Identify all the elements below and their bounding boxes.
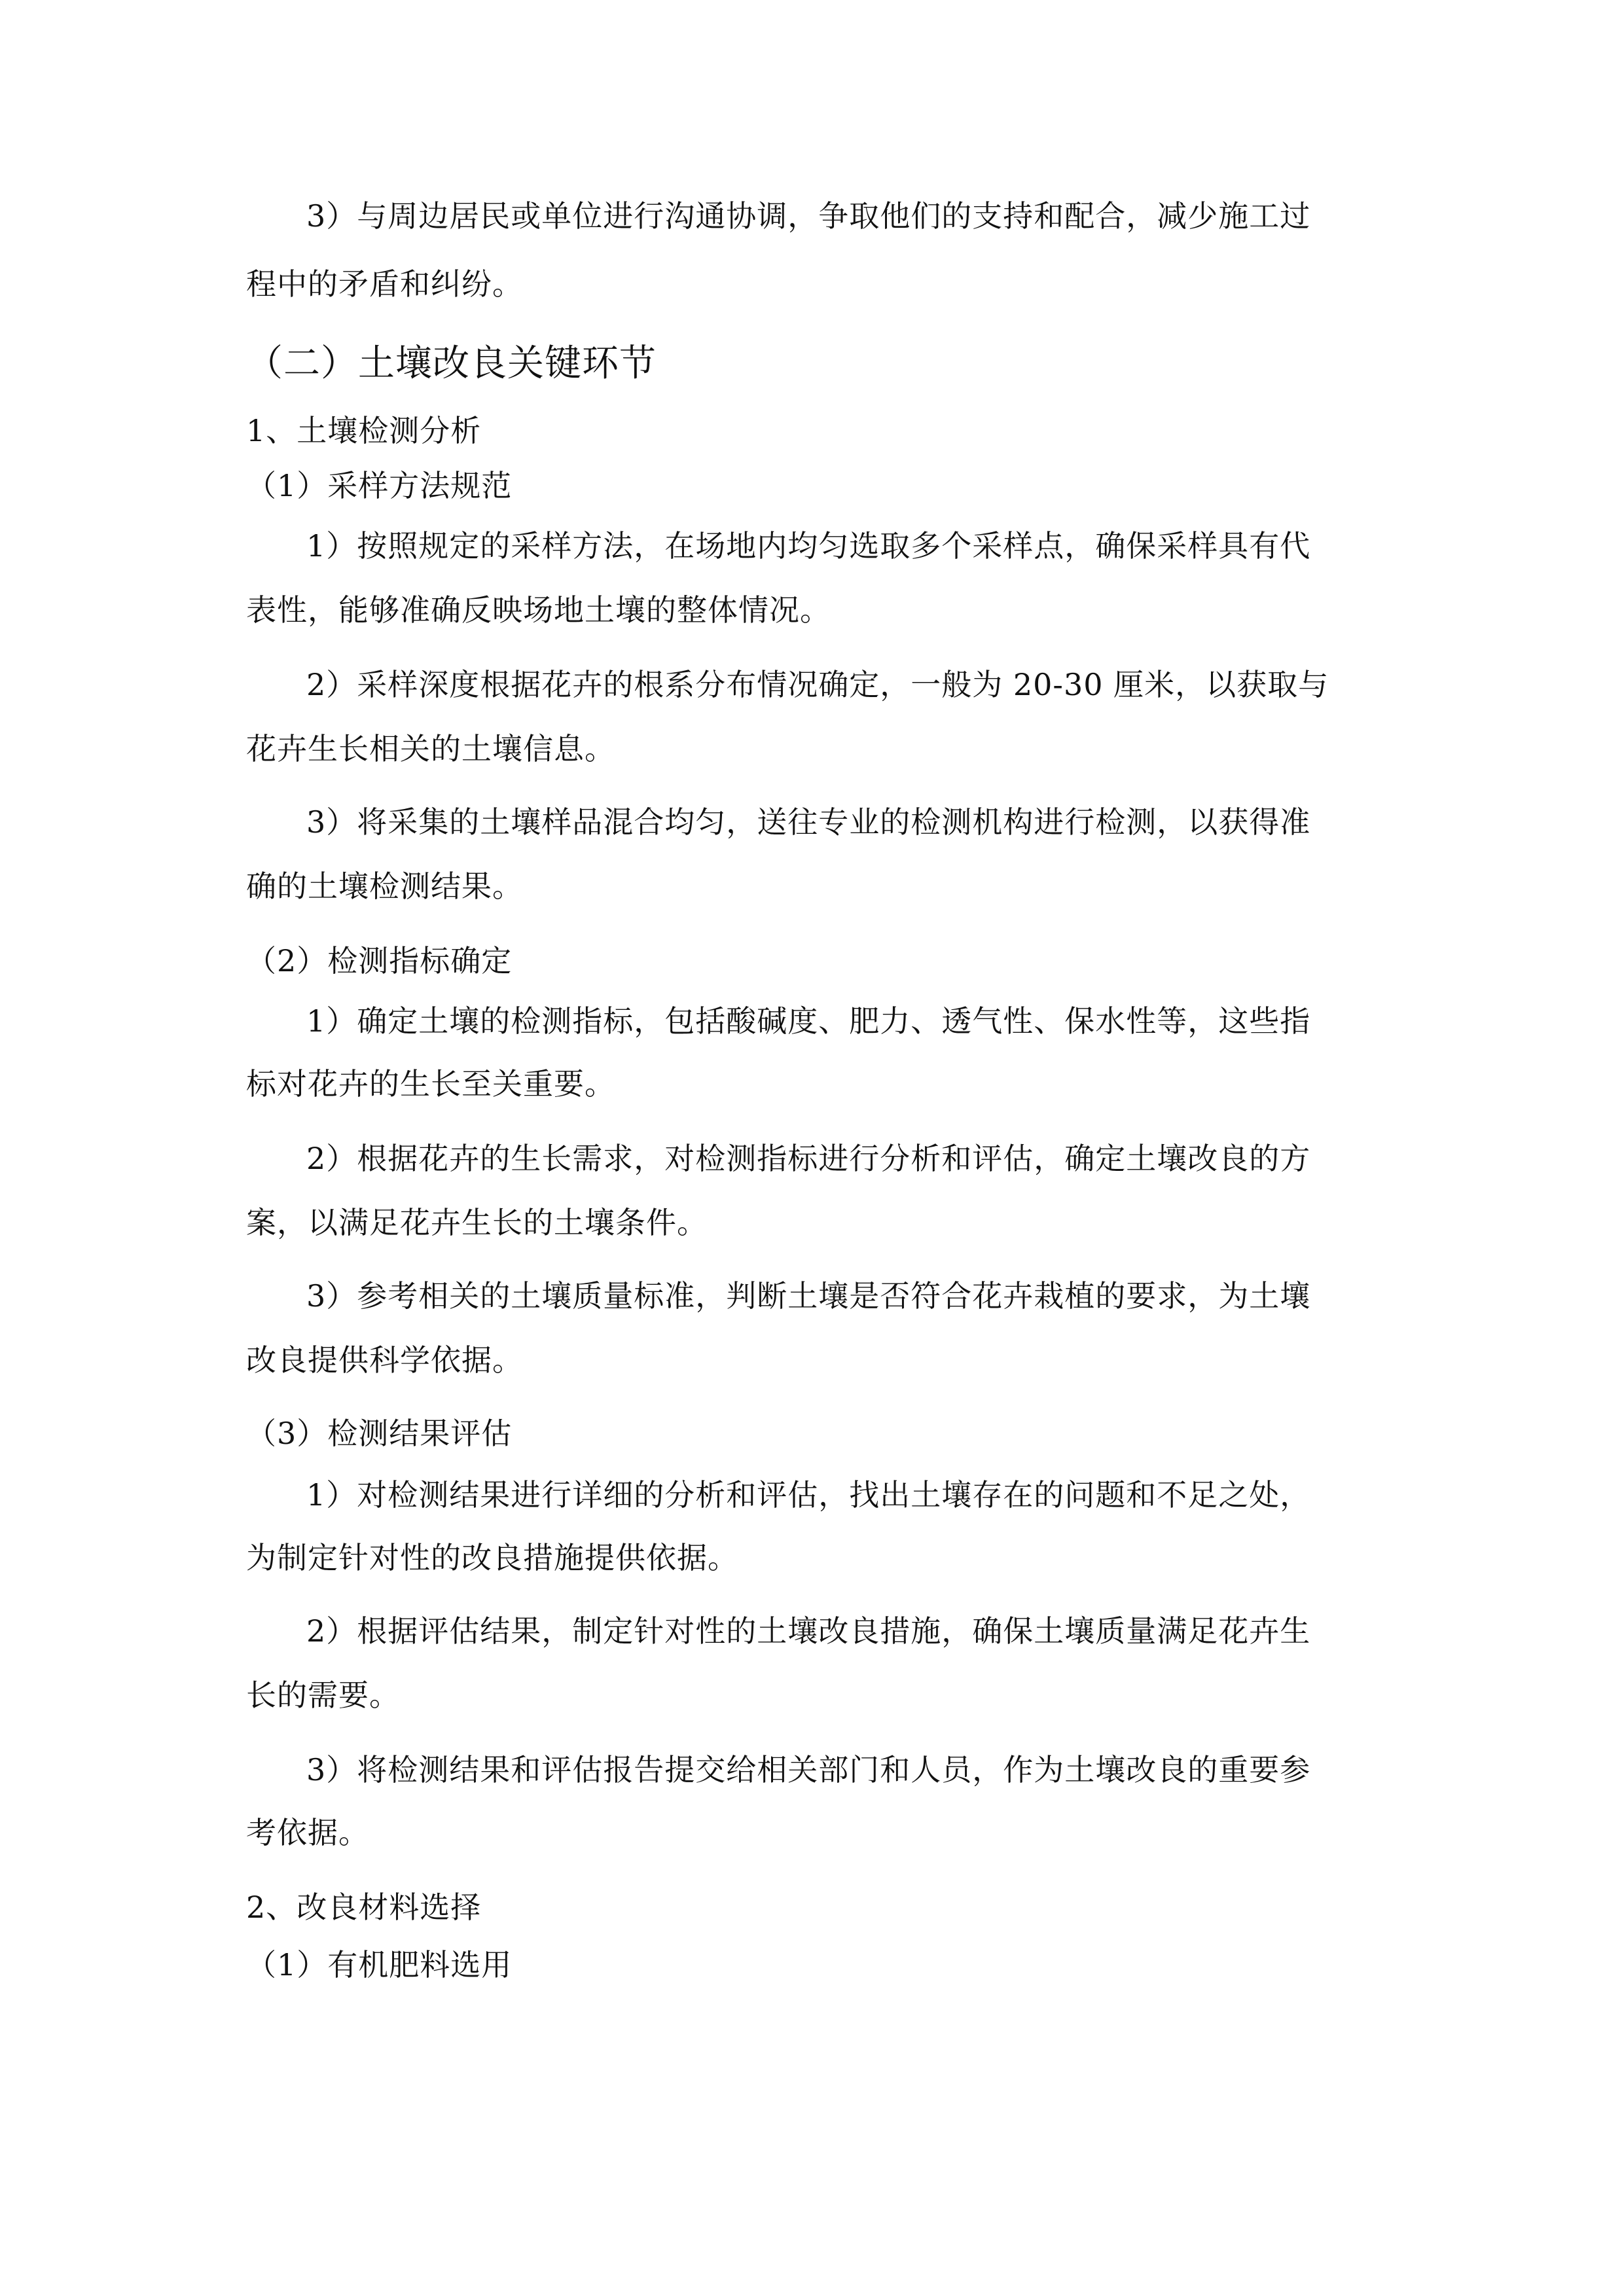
paragraph-line: 确的土壤检测结果。 (246, 869, 523, 904)
section-heading: （二）土壤改良关键环节 (246, 342, 657, 385)
paragraph-line: 为制定针对性的改良措施提供依据。 (246, 1540, 738, 1575)
subsection-heading: 2、改良材料选择 (246, 1890, 482, 1925)
paragraph-line: 案，以满足花卉生长的土壤条件。 (246, 1205, 708, 1240)
sub-subsection-heading: （2）检测指标确定 (246, 943, 513, 978)
paragraph-line: 花卉生长相关的土壤信息。 (246, 731, 615, 766)
paragraph-line: 3）与周边居民或单位进行沟通协调，争取他们的支持和配合，减少施工过 (306, 198, 1311, 234)
paragraph-line: 3）将采集的土壤样品混合均匀，送往专业的检测机构进行检测，以获得准 (306, 804, 1311, 840)
paragraph-line: 2）根据花卉的生长需求，对检测指标进行分析和评估，确定土壤改良的方 (306, 1141, 1311, 1176)
paragraph-line: 1）按照规定的采样方法，在场地内均匀选取多个采样点，确保采样具有代 (306, 528, 1311, 564)
paragraph-line: 1）对检测结果进行详细的分析和评估，找出土壤存在的问题和不足之处， (306, 1477, 1311, 1513)
paragraph-line: 3）参考相关的土壤质量标准，判断土壤是否符合花卉栽植的要求，为土壤 (306, 1278, 1311, 1314)
sub-subsection-heading: （1）有机肥料选用 (246, 1947, 513, 1982)
paragraph-line: 2）根据评估结果，制定针对性的土壤改良措施，确保土壤质量满足花卉生 (306, 1613, 1311, 1649)
sub-subsection-heading: （3）检测结果评估 (246, 1416, 513, 1451)
paragraph-line: 表性，能够准确反映场地土壤的整体情况。 (246, 592, 831, 628)
paragraph-line: 改良提供科学依据。 (246, 1342, 523, 1378)
paragraph-line: 3）将检测结果和评估报告提交给相关部门和人员，作为土壤改良的重要参 (306, 1752, 1311, 1787)
subsection-heading: 1、土壤检测分析 (246, 413, 482, 448)
paragraph-line: 标对花卉的生长至关重要。 (246, 1066, 615, 1102)
paragraph-line: 考依据。 (246, 1815, 369, 1850)
paragraph-line: 1）确定土壤的检测指标，包括酸碱度、肥力、透气性、保水性等，这些指 (306, 1003, 1311, 1039)
sub-subsection-heading: （1）采样方法规范 (246, 468, 513, 503)
paragraph-line: 长的需要。 (246, 1677, 400, 1713)
paragraph-line: 程中的矛盾和纠纷。 (246, 266, 523, 302)
paragraph-line: 2）采样深度根据花卉的根系分布情况确定，一般为 20-30 厘米，以获取与 (306, 667, 1329, 702)
